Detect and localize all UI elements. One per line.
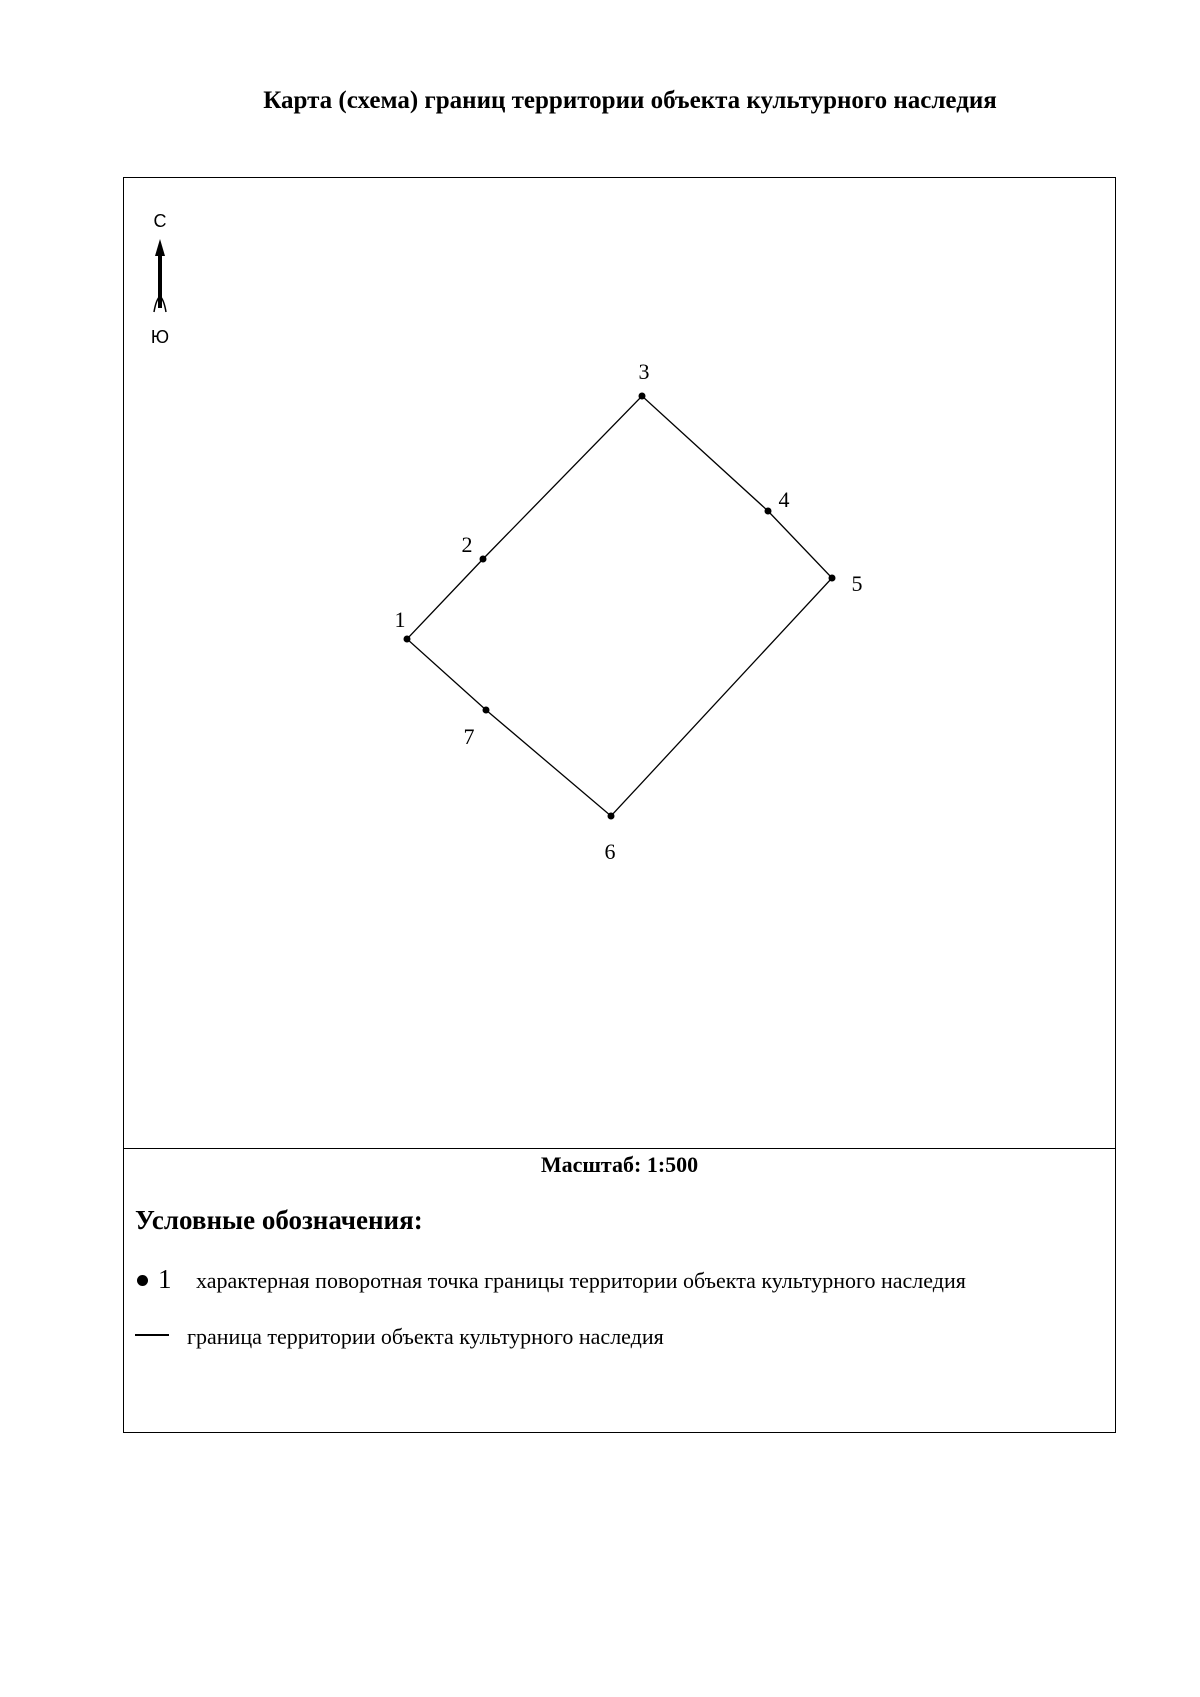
boundary-point-5 [829, 575, 836, 582]
boundary-point-6 [608, 813, 615, 820]
legend-item-point [135, 1265, 966, 1295]
boundary-map [124, 178, 1115, 1148]
point-label-2: 2 [461, 532, 473, 557]
legend-point-number: 1 [158, 1264, 172, 1294]
legend-point-text: характерная поворотная точка границы территории объекта культурного наследия [196, 1268, 966, 1293]
boundary-point-7 [483, 707, 490, 714]
legend-line-text: граница территории объекта культурного наследия [187, 1324, 664, 1349]
line-icon [135, 1334, 169, 1336]
point-icon [137, 1275, 148, 1286]
page-title: Карта (схема) границ территории объекта культурного наследия [263, 87, 997, 114]
boundary-point-2 [480, 556, 487, 563]
legend-item-line [135, 1323, 664, 1351]
north-arrow-icon [151, 211, 169, 347]
point-label-1: 1 [394, 607, 406, 632]
boundary-point-1 [404, 636, 411, 643]
compass-north-label: С [153, 211, 167, 231]
compass-south-label: Ю [150, 327, 170, 347]
point-label-5: 5 [851, 571, 863, 596]
territory-boundary [407, 396, 832, 816]
boundary-point-3 [639, 393, 646, 400]
map-area [124, 178, 1115, 1149]
point-label-6: 6 [604, 839, 616, 864]
legend-title: Условные обозначения: [135, 1205, 423, 1235]
point-label-7: 7 [463, 724, 475, 749]
boundary-point-4 [765, 508, 772, 515]
map-frame [123, 177, 1116, 1433]
map-scale: Масштаб: 1:500 [540, 1152, 699, 1177]
point-label-4: 4 [778, 487, 790, 512]
point-label-3: 3 [638, 359, 650, 384]
